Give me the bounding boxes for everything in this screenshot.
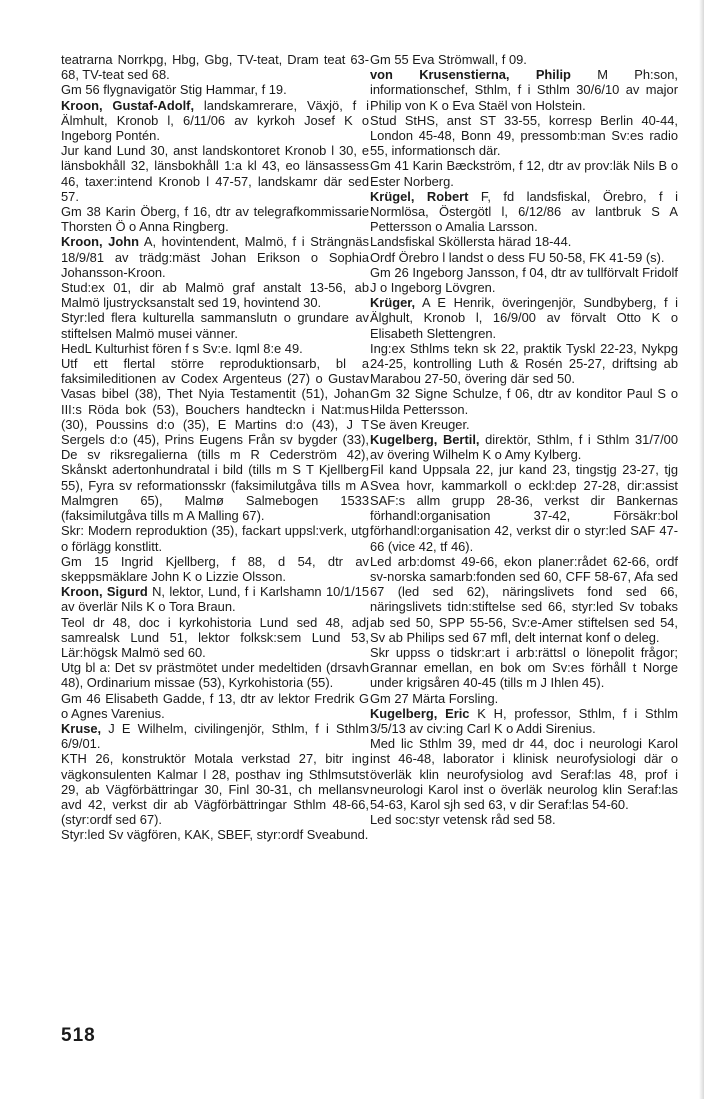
entry-text: Skr uppss o tidskr:art i arb:rättsl o lönepolit frågor; Grannar emellan, en bok om Sv:es förhåll t Norge under krigsåren 40-45 (tills m J Ihlen 45).: [370, 644, 678, 691]
person-name: Kroon, John: [61, 234, 139, 250]
entry-text: Led arb:domst 49-66, ekon planer:rådet 62-66, ordf sv-norska samarb:fonden sed 60, CFF 58-67, Afa sed 67 (led sed 62), näringslivets fond sed 66, näringslivets tidn:stiftelse sed 66, styr:led Sv tobaks ab sed 50, SPP 55-56, Sv:e-Amer stiftelsen sed 54, Sv ab Philips sed 67 mfl, delt internat konf o deleg.: [370, 553, 678, 645]
entry-text: Jur kand Lund 30, anst landskontoret Kronob l 30, e länsbokhåll 32, länsbokhåll 1:a kl 43, eo länsassess 46, taxer:intend Kronob l 47-57, landskamr där sed 57.: [61, 143, 369, 204]
entry-text: KTH 26, konstruktör Motala verkstad 27, bitr ing vägkonsulenten Kalmar l 28, posthav ing Sthlmsutst 29, ab Vägförbättringar 30, Finl 30-31, ch mellansv avd 42, verkst dir ab Vägförbättringar Sthlm 48-66, (styr:ordf sed 67).: [61, 751, 369, 828]
biography-entry-heading: [370, 706, 678, 736]
person-name: Krüger,: [370, 295, 416, 311]
person-name: Kruse,: [61, 720, 102, 736]
person-name: Kroon, Sigurd: [61, 584, 148, 600]
entry-paragraph: [370, 113, 678, 159]
entry-text: Gm 38 Karin Öberg, f 16, dtr av telegrafkommissarie Thorsten Ö o Anna Ringberg.: [61, 204, 369, 235]
page-number: 518: [61, 1025, 96, 1046]
entry-paragraph: [61, 204, 369, 234]
entry-text: Gm 32 Signe Schulze, f 06, dtr av konditor Paul S o Hilda Pettersson.: [370, 386, 678, 417]
entry-text: landskamrerare, Växjö, f i Älmhult, Kronob l, 6/11/06 av kyrkoh Josef K o Ingeborg Pontén.: [61, 97, 369, 144]
entry-paragraph: [370, 417, 678, 432]
biography-entry-heading: [61, 584, 369, 614]
entry-text: N, lektor, Lund, f i Karlshamn 10/1/15 av överlär Nils K o Tora Braun.: [61, 584, 369, 615]
entry-paragraph: [370, 250, 678, 265]
entry-text: Styr:led flera kulturella sammanslutn o grundare av stiftelsen Malmö musei vänner.: [61, 310, 369, 341]
entry-text: Teol dr 48, doc i kyrkohistoria Lund sed 48, adj samrealsk Lund 51, lektor folksk:sem Lund 53, Lär:högsk Malmö sed 60.: [61, 614, 369, 660]
biography-entry-heading: [370, 295, 678, 341]
entry-paragraph: [61, 143, 369, 204]
entry-text: Gm 15 Ingrid Kjellberg, f 88, d 54, dtr av skeppsmäklare John K o Lizzie Olsson.: [61, 553, 369, 584]
entry-paragraph: [61, 280, 369, 310]
entry-text: A, hovintendent, Malmö, f i Strängnäs 18/9/81 av trädg:mäst Johan Erikson o Sophia Johansson-Kroon.: [61, 234, 369, 280]
biography-entry-heading: [61, 234, 369, 280]
entry-paragraph: [370, 812, 678, 827]
entry-paragraph: [61, 660, 369, 690]
entry-paragraph: [61, 356, 369, 523]
entry-paragraph: [370, 158, 678, 188]
entry-text: Utg bl a: Det sv prästmötet under medeltiden (drsavh 48), Ordinarium missae (53), Kyrkohistoria (55).: [61, 660, 369, 691]
entry-paragraph: [61, 691, 369, 721]
entry-text: HedL Kulturhist fören f s Sv:e. Iqml 8:e 49.: [61, 340, 303, 356]
entry-text: Med lic Sthlm 39, med dr 44, doc i neurologi Karol inst 46-48, laborator i klinisk neurofysiologi där o överläk klin neurofysiolog avd Seraf:las 48, prof i neurologi Karol inst o överläk neurolog klin Seraf:las 54-63, Karol sjh sed 63, v dir Seraf:las 54-60.: [370, 736, 678, 812]
entry-text: Gm 55 Eva Strömwall, f 09.: [370, 52, 527, 67]
entry-text: Fil kand Uppsala 22, jur kand 23, tingstjg 23-27, tjg Svea hovr, kammarkoll o eckl:dep 27-28, dir:assist SAF:s allm grupp 28-36, verkst dir Bankernas förhandl:organisation 37-42, Försäkr:bol förhandl:organisation 42, verkst dir o styr:led SAF 47-66 (vice 42, tf 46).: [370, 462, 678, 554]
entry-paragraph: [61, 554, 369, 584]
entry-paragraph: [370, 645, 678, 691]
biography-entry-heading: [370, 189, 678, 235]
entry-text: Styr:led Sv vägfören, KAK, SBEF, styr:ordf Sveabund.: [61, 827, 369, 843]
entry-text: Landsfiskal Sköllersta härad 18-44.: [370, 234, 572, 250]
entry-text: teatrarna Norrkpg, Hbg, Gbg, TV-teat, Dram teat 63-68, TV-teat sed 68.: [61, 52, 369, 83]
person-name: von Krusenstierna, Philip: [370, 67, 571, 83]
entry-paragraph: [370, 341, 678, 387]
entry-text: Se även Kreuger.: [370, 416, 470, 432]
entry-text: Stud:ex 01, dir ab Malmö graf anstalt 13-56, ab Malmö ljustrycksanstalt sed 19, hovintend 30.: [61, 280, 369, 311]
entry-text: Ordf Örebro l landst o dess FU 50-58, FK 41-59 (s).: [370, 249, 665, 265]
entry-text: Gm 27 Märta Forsling.: [370, 690, 499, 706]
right-column: [370, 52, 678, 827]
biography-entry-heading: [370, 432, 678, 462]
person-name: Kugelberg, Eric: [370, 705, 470, 721]
entry-paragraph: [370, 691, 678, 706]
entry-text: Skr: Modern reproduktion (35), fackart uppsl:verk, utg o förlägg konstlitt.: [61, 523, 369, 554]
entry-paragraph: [370, 462, 678, 553]
entry-text: J E Wilhelm, civilingenjör, Sthlm, f i Sthlm 6/9/01.: [61, 720, 369, 752]
entry-paragraph: [370, 736, 678, 812]
entry-paragraph: [61, 82, 369, 97]
entry-paragraph: [370, 265, 678, 295]
entry-paragraph: [61, 523, 369, 553]
entry-paragraph: [370, 554, 678, 645]
entry-paragraph: [61, 52, 369, 82]
entry-text: M Ph:son, informationschef, Sthlm, f i Sthlm 30/6/10 av major Philip von K o Eva Staël von Holstein.: [370, 67, 678, 113]
entry-paragraph: [61, 827, 369, 842]
biography-entry-heading: [370, 67, 678, 113]
entry-text: direktör, Sthlm, f i Sthlm 31/7/00 av övering Wilhelm K o Amy Kylberg.: [370, 432, 679, 463]
biography-entry-heading: [61, 721, 369, 751]
entry-text: Gm 41 Karin Bæckström, f 12, dtr av prov:läk Nils B o Ester Norberg.: [370, 158, 678, 189]
entry-text: Stud StHS, anst ST 33-55, korresp Berlin 40-44, London 45-48, Bonn 49, pressomb:man Sv:es radio 55, informationsch där.: [370, 112, 678, 159]
entry-paragraph: [61, 341, 369, 356]
person-name: Krügel, Robert: [370, 188, 469, 204]
entry-text: Led soc:styr vetensk råd sed 58.: [370, 812, 556, 828]
entry-paragraph: [61, 751, 369, 827]
entry-text: Ing:ex Sthlms tekn sk 22, praktik Tyskl 22-23, Nykpg 24-25, kontrolling Luth & Rosén 25-27, driftsing ab Marabou 27-50, övering där sed 50.: [370, 340, 678, 387]
page-edge-shadow: [699, 0, 704, 1099]
entry-text: A E Henrik, överingenjör, Sundbyberg, f i Älghult, Kronob l, 16/9/00 av förvalt Otto K o Elisabeth Slettengren.: [370, 295, 678, 341]
entry-text: K H, professor, Sthlm, f i Sthlm 3/5/13 av civ:ing Carl K o Addi Sirenius.: [370, 705, 678, 736]
left-column: [61, 52, 369, 843]
person-name: Kroon, Gustaf-Adolf,: [61, 97, 195, 113]
entry-paragraph: [370, 386, 678, 416]
entry-paragraph: [370, 52, 678, 67]
entry-text: F, fd landsfiskal, Örebro, f i Normlösa, Östergötl l, 6/12/86 av lantbruk S A Pettersson o Amalia Larsson.: [370, 188, 678, 235]
person-name: Kugelberg, Bertil,: [370, 432, 480, 448]
entry-paragraph: [370, 234, 678, 249]
entry-paragraph: [61, 310, 369, 340]
entry-text: Gm 46 Elisabeth Gadde, f 13, dtr av lektor Fredrik G o Agnes Varenius.: [61, 690, 369, 721]
biography-entry-heading: [61, 98, 369, 144]
entry-text: Gm 56 flygnavigatör Stig Hammar, f 19.: [61, 82, 287, 98]
entry-text: Gm 26 Ingeborg Jansson, f 04, dtr av tullförvalt Fridolf J o Ingeborg Lövgren.: [370, 264, 678, 296]
entry-text: Utf ett flertal större reproduktionsarb, bl a faksimileditionen av Codex Argenteus (27) o Gustav Vasas bibel (38), Thet Nyia Testamentit (51), Johan III:s Röda bok (53), Bouchers handteckn i Nat:mus (30), Poussins d:o (35), E Martins d:o (43), J T Sergels d:o (45), Prins Eugens Från sv bygder (33), De sv riksregalierna (tills m R Cederström 42), Skånskt adertonhundratal i bild (tills m S T Kjellberg 55), Fyra sv reformationsskr (faksimilutgåva tills m A Malmgren 65), Malmø Salmebogen 1533 (faksimilutgåva tills m A Malling 67).: [61, 356, 369, 524]
entry-paragraph: [61, 615, 369, 661]
